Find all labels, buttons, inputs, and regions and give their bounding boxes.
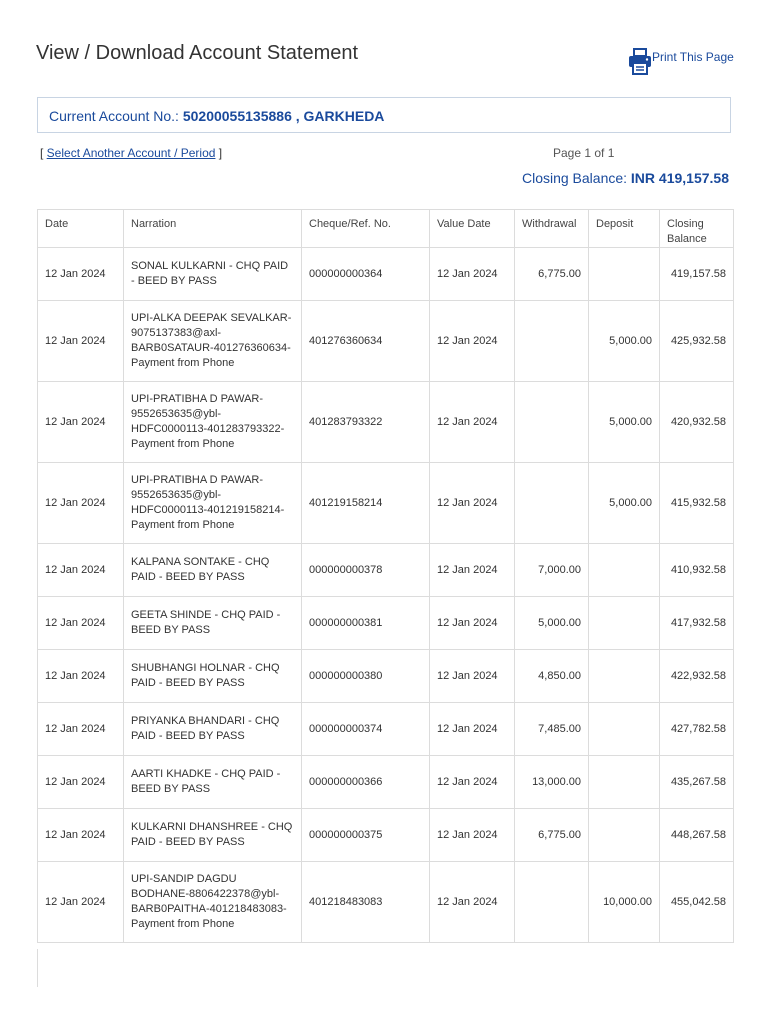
- cell-withdrawal: [515, 301, 589, 382]
- cell-ref-no: 000000000364: [302, 248, 430, 301]
- cell-deposit: 5,000.00: [589, 382, 660, 463]
- cell-narration: AARTI KHADKE - CHQ PAID - BEED BY PASS: [124, 756, 302, 809]
- cell-value-date: 12 Jan 2024: [430, 703, 515, 756]
- cell-narration: UPI-PRATIBHA D PAWAR-9552653635@ybl-HDFC0000113-401219158214-Payment from Phone: [124, 463, 302, 544]
- cell-date: 12 Jan 2024: [38, 301, 124, 382]
- cell-deposit: [589, 809, 660, 862]
- cell-withdrawal: [515, 463, 589, 544]
- cell-ref-no: 000000000375: [302, 809, 430, 862]
- cell-narration: PRIYANKA BHANDARI - CHQ PAID - BEED BY PASS: [124, 703, 302, 756]
- cell-withdrawal: 5,000.00: [515, 597, 589, 650]
- cell-ref-no: 000000000366: [302, 756, 430, 809]
- cell-closing-balance: 415,932.58: [660, 463, 734, 544]
- table-row: [38, 301, 734, 382]
- cell-deposit: [589, 650, 660, 703]
- cell-deposit: [589, 597, 660, 650]
- cell-deposit: [589, 248, 660, 301]
- cell-value-date: 12 Jan 2024: [430, 809, 515, 862]
- cell-value-date: 12 Jan 2024: [430, 544, 515, 597]
- cell-ref-no: 401218483083: [302, 862, 430, 943]
- closing-balance-value: INR 419,157.58: [630, 170, 729, 186]
- closing-balance-label: Closing Balance:: [521, 170, 631, 186]
- cell-date: 12 Jan 2024: [38, 597, 124, 650]
- column-header-narration: Narration: [124, 210, 302, 248]
- table-row: [38, 463, 734, 544]
- cell-closing-balance: 419,157.58: [660, 248, 734, 301]
- cell-narration: SHUBHANGI HOLNAR - CHQ PAID - BEED BY PASS: [124, 650, 302, 703]
- column-header-ref: Cheque/Ref. No.: [302, 210, 430, 248]
- table-row: [38, 862, 734, 943]
- cell-narration: GEETA SHINDE - CHQ PAID - BEED BY PASS: [124, 597, 302, 650]
- cell-closing-balance: 420,932.58: [660, 382, 734, 463]
- cell-value-date: 12 Jan 2024: [430, 862, 515, 943]
- cell-withdrawal: [515, 862, 589, 943]
- table-row: [38, 756, 734, 809]
- table-bottom-edge: [37, 949, 38, 987]
- table-row: [38, 597, 734, 650]
- cell-withdrawal: [515, 382, 589, 463]
- cell-withdrawal: 6,775.00: [515, 809, 589, 862]
- closing-balance: [522, 170, 729, 186]
- account-info-box: [37, 97, 731, 133]
- cell-date: 12 Jan 2024: [38, 809, 124, 862]
- cell-closing-balance: 435,267.58: [660, 756, 734, 809]
- cell-deposit: 10,000.00: [589, 862, 660, 943]
- column-header-date: Date: [38, 210, 124, 248]
- select-another-account-link[interactable]: Select Another Account / Period: [46, 146, 216, 160]
- cell-value-date: 12 Jan 2024: [430, 650, 515, 703]
- cell-value-date: 12 Jan 2024: [430, 756, 515, 809]
- cell-deposit: [589, 544, 660, 597]
- column-header-value-date: Value Date: [430, 210, 515, 248]
- cell-date: 12 Jan 2024: [38, 650, 124, 703]
- table-row: [38, 650, 734, 703]
- cell-ref-no: 000000000378: [302, 544, 430, 597]
- cell-date: 12 Jan 2024: [38, 862, 124, 943]
- cell-withdrawal: 7,485.00: [515, 703, 589, 756]
- select-account-line: [40, 146, 222, 160]
- table-row: [38, 544, 734, 597]
- column-header-balance: Closing Balance: [660, 210, 734, 248]
- cell-ref-no: 401276360634: [302, 301, 430, 382]
- table-row: [38, 382, 734, 463]
- cell-narration: UPI-ALKA DEEPAK SEVALKAR-9075137383@axl-BARB0SATAUR-401276360634-Payment from Phone: [124, 301, 302, 382]
- cell-date: 12 Jan 2024: [38, 703, 124, 756]
- table-row: [38, 248, 734, 301]
- cell-value-date: 12 Jan 2024: [430, 248, 515, 301]
- cell-closing-balance: 448,267.58: [660, 809, 734, 862]
- table-row: [38, 809, 734, 862]
- cell-closing-balance: 427,782.58: [660, 703, 734, 756]
- cell-deposit: [589, 756, 660, 809]
- cell-closing-balance: 425,932.58: [660, 301, 734, 382]
- cell-date: 12 Jan 2024: [38, 463, 124, 544]
- bracket-close: ]: [215, 146, 223, 160]
- cell-closing-balance: 422,932.58: [660, 650, 734, 703]
- cell-narration: UPI-SANDIP DAGDU BODHANE-8806422378@ybl-BARB0PAITHA-401218483083-Payment from Phone: [124, 862, 302, 943]
- page-title: View / Download Account Statement: [36, 42, 359, 64]
- cell-closing-balance: 417,932.58: [660, 597, 734, 650]
- cell-withdrawal: 4,850.00: [515, 650, 589, 703]
- printer-icon: [628, 48, 652, 76]
- cell-ref-no: 401219158214: [302, 463, 430, 544]
- cell-narration: KALPANA SONTAKE - CHQ PAID - BEED BY PASS: [124, 544, 302, 597]
- cell-date: 12 Jan 2024: [38, 382, 124, 463]
- account-label: Current Account No.:: [49, 108, 183, 124]
- cell-narration: KULKARNI DHANSHREE - CHQ PAID - BEED BY PASS: [124, 809, 302, 862]
- cell-ref-no: 000000000380: [302, 650, 430, 703]
- cell-closing-balance: 455,042.58: [660, 862, 734, 943]
- table-header-row: [38, 210, 734, 248]
- cell-deposit: [589, 703, 660, 756]
- cell-deposit: 5,000.00: [589, 463, 660, 544]
- cell-value-date: 12 Jan 2024: [430, 597, 515, 650]
- column-header-withdrawal: Withdrawal: [515, 210, 589, 248]
- cell-ref-no: 000000000374: [302, 703, 430, 756]
- cell-withdrawal: 6,775.00: [515, 248, 589, 301]
- cell-value-date: 12 Jan 2024: [430, 301, 515, 382]
- bracket-open: [: [40, 146, 47, 160]
- statement-table: [37, 209, 734, 943]
- page-indicator: Page 1 of 1: [553, 146, 615, 160]
- cell-narration: UPI-PRATIBHA D PAWAR-9552653635@ybl-HDFC0000113-401283793322-Payment from Phone: [124, 382, 302, 463]
- print-page-label[interactable]: Print This Page: [652, 50, 734, 64]
- column-header-deposit: Deposit: [589, 210, 660, 248]
- cell-date: 12 Jan 2024: [38, 756, 124, 809]
- cell-value-date: 12 Jan 2024: [430, 382, 515, 463]
- cell-date: 12 Jan 2024: [38, 544, 124, 597]
- cell-value-date: 12 Jan 2024: [430, 463, 515, 544]
- cell-date: 12 Jan 2024: [38, 248, 124, 301]
- account-number-branch: 50200055135886 , GARKHEDA: [182, 108, 385, 124]
- cell-closing-balance: 410,932.58: [660, 544, 734, 597]
- cell-withdrawal: 13,000.00: [515, 756, 589, 809]
- cell-withdrawal: 7,000.00: [515, 544, 589, 597]
- account-line: [49, 108, 384, 124]
- cell-narration: SONAL KULKARNI - CHQ PAID - BEED BY PASS: [124, 248, 302, 301]
- cell-deposit: 5,000.00: [589, 301, 660, 382]
- cell-ref-no: 401283793322: [302, 382, 430, 463]
- print-page-button[interactable]: [628, 48, 734, 76]
- cell-ref-no: 000000000381: [302, 597, 430, 650]
- table-row: [38, 703, 734, 756]
